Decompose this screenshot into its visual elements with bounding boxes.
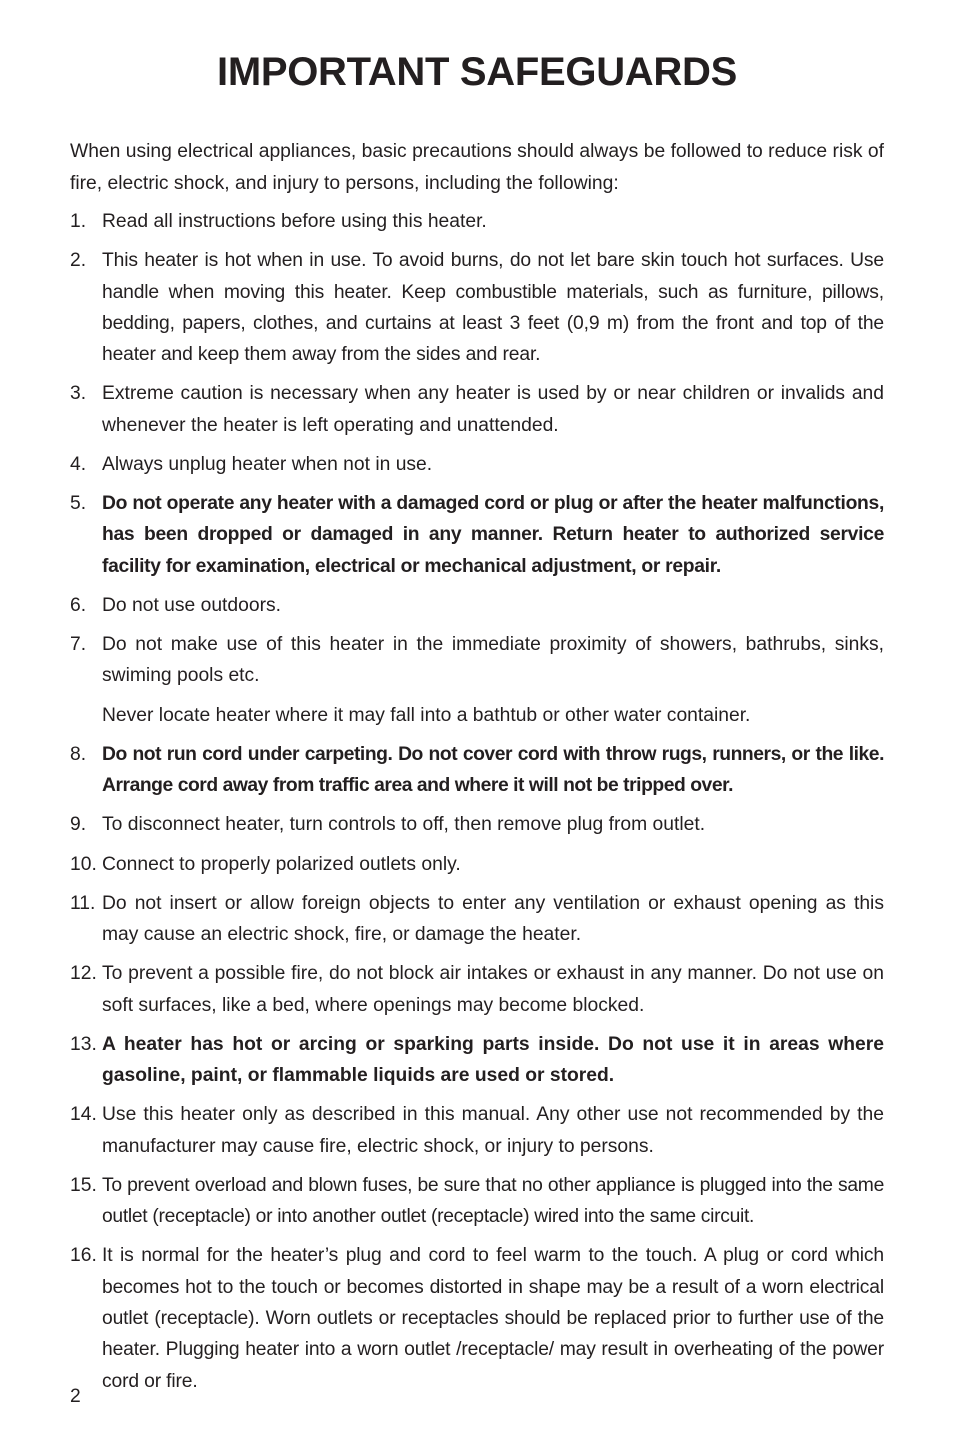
- item-number: 3.: [70, 383, 87, 405]
- item-number: 9.: [70, 814, 87, 836]
- item-number: 12.: [70, 963, 97, 985]
- item-text: Do not run cord under carpeting. Do not cover cord with throw rugs, runners, or the like. Arrange cord away from traffic area and where it will not be tripped over.: [102, 743, 884, 797]
- list-item-12: [70, 958, 884, 1021]
- list-item-14: [70, 1099, 884, 1162]
- page-title: IMPORTANT SAFEGUARDS: [217, 50, 737, 94]
- item-text: Do not insert or allow foreign objects to enter any ventilation or exhaust opening as this may cause an electric shock, fire, or damage the heater.: [102, 892, 884, 945]
- page-number: 2: [70, 1386, 81, 1407]
- item-number: 14.: [70, 1104, 97, 1126]
- item-text: Read all instructions before using this heater.: [102, 211, 487, 232]
- item-text: It is normal for the heater’s plug and cord to feel warm to the touch. A plug or cord which becomes hot to the touch or becomes distorted in shape may be a result of a worn electrical outlet (receptacle). Worn outlets or receptacles should be replaced prior to further use of the heater. Plugging heater into a worn outlet /receptacle/ may result in overheating of the power cord or fire.: [102, 1245, 884, 1392]
- list-item-9: [70, 809, 884, 840]
- item-number: 1.: [70, 211, 87, 232]
- list-item-6: [70, 590, 884, 621]
- item-number: 6.: [70, 594, 87, 616]
- item-text: To prevent a possible fire, do not block air intakes or exhaust in any manner. Do not use on soft surfaces, like a bed, where openings may become blocked.: [102, 963, 884, 1016]
- item-number: 4.: [70, 453, 87, 475]
- intro-paragraph: When using electrical appliances, basic precautions should always be followed to reduce risk of fire, electric shock, and injury to persons, including the following:: [70, 141, 884, 194]
- item-text: To disconnect heater, turn controls to off, then remove plug from outlet.: [102, 814, 706, 836]
- safeguards-list: [70, 206, 884, 1405]
- list-item-11: [70, 888, 884, 951]
- list-item-16: [70, 1240, 884, 1397]
- item-number: 5.: [70, 493, 87, 514]
- item-number: 8.: [70, 743, 87, 765]
- item-text: Do not operate any heater with a damaged cord or plug or after the heater malfunctions, has been dropped or damaged in any manner. Return heater to authorized service facility for examination, electrical or mechanical adjustment, or repair.: [102, 493, 884, 577]
- item-number: 2.: [70, 250, 87, 272]
- list-item-13: [70, 1029, 884, 1092]
- item-number: 16.: [70, 1245, 97, 1267]
- item-text: This heater is hot when in use. To avoid burns, do not let bare skin touch hot surfaces. Use handle when moving this heater. Keep combustible materials, such as furniture, pillows, bedding, papers, clothes, and curtains at least 3 feet (0,9 m) from the front and top of the heater and keep them away from the sides and rear.: [102, 250, 884, 366]
- list-item-3: [70, 378, 884, 441]
- list-item-15: [70, 1170, 884, 1233]
- item-text: A heater has hot or arcing or sparking parts inside. Do not use it in areas where gasoline, paint, or flammable liquids are used or stored.: [102, 1033, 884, 1086]
- list-item-7: [70, 629, 884, 731]
- item-number: 11.: [70, 892, 96, 914]
- item-number: 10.: [70, 853, 97, 875]
- item-text: Do not use outdoors.: [102, 594, 282, 616]
- list-item-1: [70, 206, 884, 237]
- item-text: Do not make use of this heater in the immediate proximity of showers, bathrubs, sinks, swiming pools etc.: [102, 634, 884, 687]
- item-number: 13.: [70, 1033, 97, 1055]
- item-text: Extreme caution is necessary when any heater is used by or near children or invalids and whenever the heater is left operating and unattended.: [102, 383, 884, 436]
- item-number: 15.: [70, 1174, 97, 1196]
- item-text: Use this heater only as described in this manual. Any other use not recommended by the manufacturer may cause fire, electric shock, or injury to persons.: [102, 1104, 884, 1157]
- list-item-10: [70, 849, 884, 880]
- list-item-4: [70, 449, 884, 480]
- list-item-8: [70, 739, 884, 802]
- item-note: Never locate heater where it may fall into a bathtub or other water container.: [102, 704, 751, 726]
- item-text: Always unplug heater when not in use.: [102, 453, 433, 475]
- item-text: To prevent overload and blown fuses, be sure that no other appliance is plugged into the same outlet (receptacle) or into another outlet (receptacle) wired into the same circuit.: [102, 1174, 884, 1227]
- list-item-5: [70, 488, 884, 582]
- item-text: Connect to properly polarized outlets only.: [102, 853, 461, 875]
- item-number: 7.: [70, 634, 87, 655]
- list-item-2: [70, 245, 884, 371]
